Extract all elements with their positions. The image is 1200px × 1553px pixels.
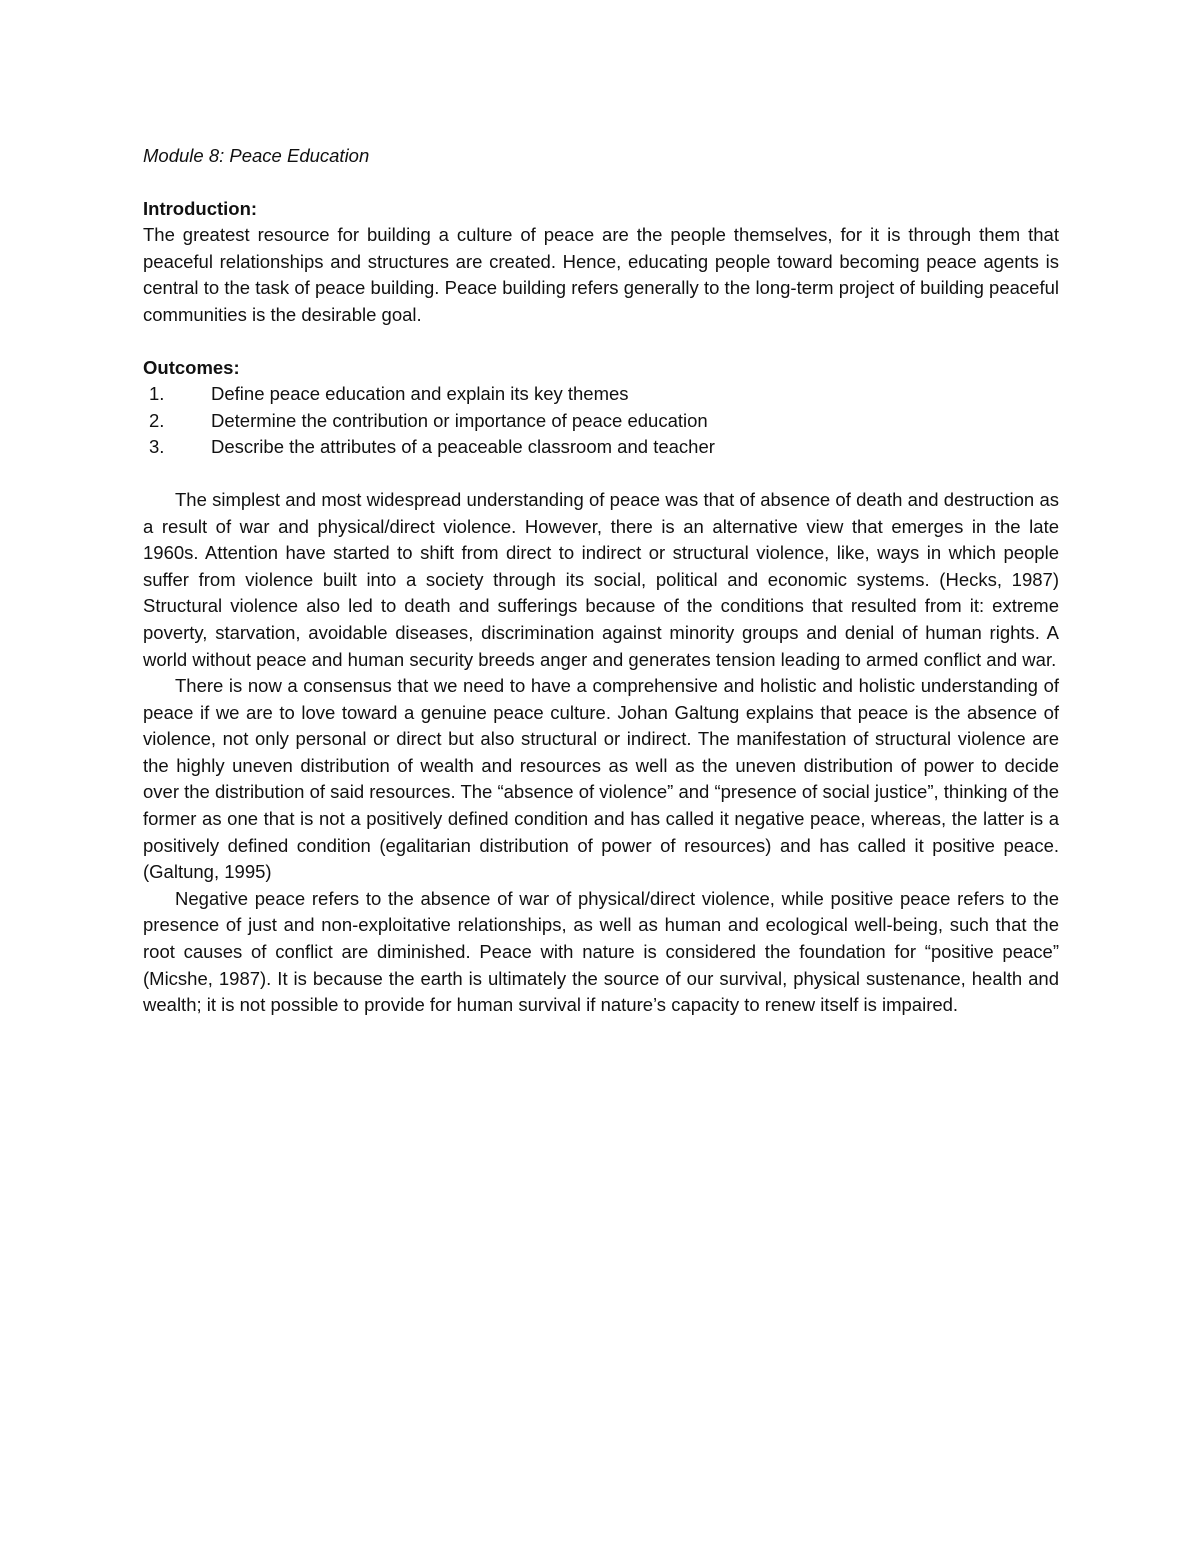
list-item: [143, 408, 1059, 435]
outcome-number: 3.: [149, 436, 165, 458]
list-item: [143, 434, 1059, 461]
outcome-number: 2.: [149, 409, 165, 431]
outcomes-list: [143, 381, 1059, 461]
body-paragraph: The simplest and most widespread understanding of peace was that of absence of death and destruction as a result of war and physical/direct violence. However, there is an alternative view that emerges in the late 1960s. Attention have started to shift from direct to indirect or structural violence, like, ways in which people suffer from violence built into a society through its social, political and economic systems. (Hecks, 1987) Structural violence also led to death and sufferings because of the conditions that resulted from it: extreme poverty, starvation, avoidable diseases, discrimination against minority groups and denial of human rights. A world without peace and human security breeds anger and generates tension leading to armed conflict and war.: [143, 488, 1059, 670]
body-paragraph: There is now a consensus that we need to have a comprehensive and holistic and holistic understanding of peace if we are to love toward a genuine peace culture. Johan Galtung explains that peace is the absence of violence, not only personal or direct but also structural or indirect. The manifestation of structural violence are the highly uneven distribution of wealth and resources as well as the uneven distribution of power to decide over the distribution of said resources. The “absence of violence” and “presence of social justice”, thinking of the former as one that is not a positively defined condition and has called it negative peace, whereas, the latter is a positively defined condition (egalitarian distribution of power of resources) and has called it positive peace. (Galtung, 1995): [143, 675, 1059, 883]
outcome-text: Describe the attributes of a peaceable classroom and teacher: [211, 436, 715, 458]
outcome-text: Define peace education and explain its key themes: [211, 383, 629, 405]
document-page: [143, 143, 1059, 1019]
outcome-number: 1.: [149, 383, 165, 405]
body-paragraph: Negative peace refers to the absence of war of physical/direct violence, while positive peace refers to the presence of just and non-exploitative relationships, as well as human and ecological well-being, such that the root causes of conflict are diminished. Peace with nature is considered the foundation for “positive peace” (Micshe, 1987). It is because the earth is ultimately the source of our survival, physical sustenance, health and wealth; it is not possible to provide for human survival if nature’s capacity to renew itself is impaired.: [143, 887, 1059, 1016]
introduction-heading: Introduction:: [143, 197, 258, 219]
list-item: [143, 381, 1059, 408]
introduction-text: The greatest resource for building a culture of peace are the people themselves, for it is through them that peaceful relationships and structures are created. Hence, educating people toward becoming peace agents is central to the task of peace building. Peace building refers generally to the long-term project of building peaceful communities is the desirable goal.: [143, 224, 1059, 325]
outcome-text: Determine the contribution or importance of peace education: [211, 409, 708, 431]
module-title: Module 8: Peace Education: [143, 145, 370, 166]
outcomes-heading: Outcomes:: [143, 356, 240, 378]
